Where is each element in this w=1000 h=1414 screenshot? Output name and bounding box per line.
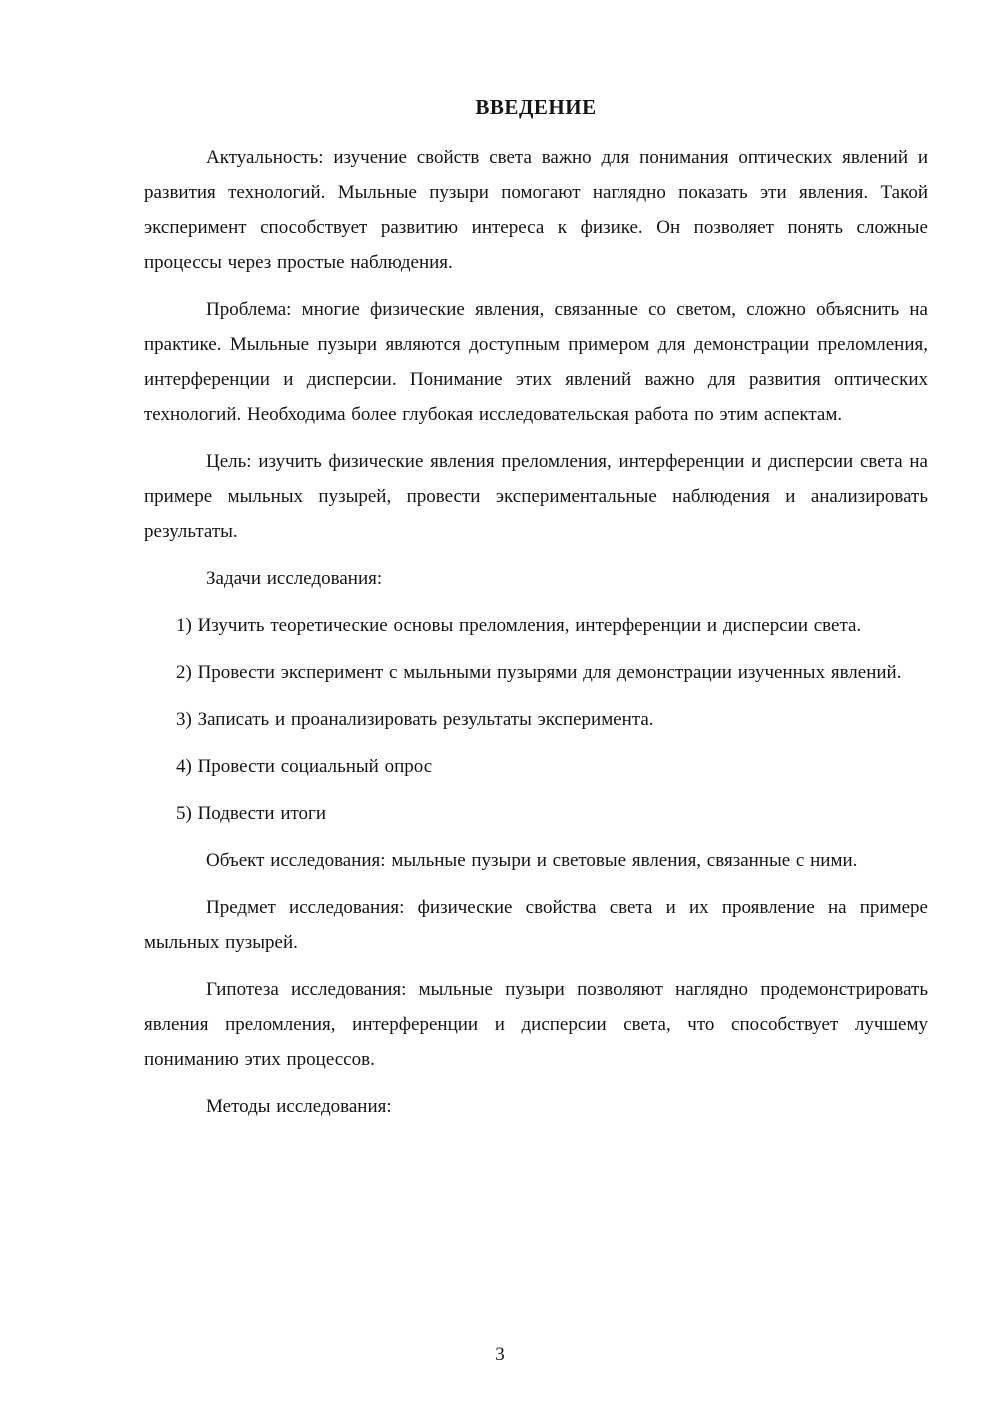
task-item-1: 1) Изучить теоретические основы преломления, интерференции и дисперсии света. — [176, 615, 862, 636]
paragraph-problem: Проблема: многие физические явления, связанные со светом, сложно объяснить на практике. Мыльные пузыри являются доступным примером для демонстрации преломления, интерференции и дисперсии. Понимание этих явлений важно для развития оптических технологий. Необходима более глубокая исследовательская работа по этим аспектам. — [144, 299, 928, 425]
task-item-3: 3) Записать и проанализировать результаты эксперимента. — [176, 709, 654, 730]
section-title: ВВЕДЕНИЕ — [475, 95, 597, 119]
task-item-4: 4) Провести социальный опрос — [176, 756, 433, 777]
paragraph-tasks-label: Задачи исследования: — [206, 568, 383, 589]
paragraph-goal: Цель: изучить физические явления преломления, интерференции и дисперсии света на примере мыльных пузырей, провести экспериментальные наблюдения и анализировать результаты. — [144, 451, 928, 542]
paragraph-actuality: Актуальность: изучение свойств света важно для понимания оптических явлений и развития технологий. Мыльные пузыри помогают наглядно показать эти явления. Такой эксперимент способствует развитию интереса к физике. Он позволяет понять сложные процессы через простые наблюдения. — [144, 147, 928, 273]
paragraph-hypothesis: Гипотеза исследования: мыльные пузыри позволяют наглядно продемонстрировать явления преломления, интерференции и дисперсии света, что способствует лучшему пониманию этих процессов. — [144, 979, 928, 1070]
task-item-5: 5) Подвести итоги — [176, 803, 327, 824]
paragraph-subject: Предмет исследования: физические свойства света и их проявление на примере мыльных пузырей. — [144, 897, 928, 953]
page-number: 3 — [495, 1344, 505, 1365]
task-item-2: 2) Провести эксперимент с мыльными пузырями для демонстрации изученных явлений. — [176, 662, 902, 683]
paragraph-methods-label: Методы исследования: — [206, 1096, 392, 1117]
paragraph-object: Объект исследования: мыльные пузыри и световые явления, связанные с ними. — [206, 850, 858, 871]
